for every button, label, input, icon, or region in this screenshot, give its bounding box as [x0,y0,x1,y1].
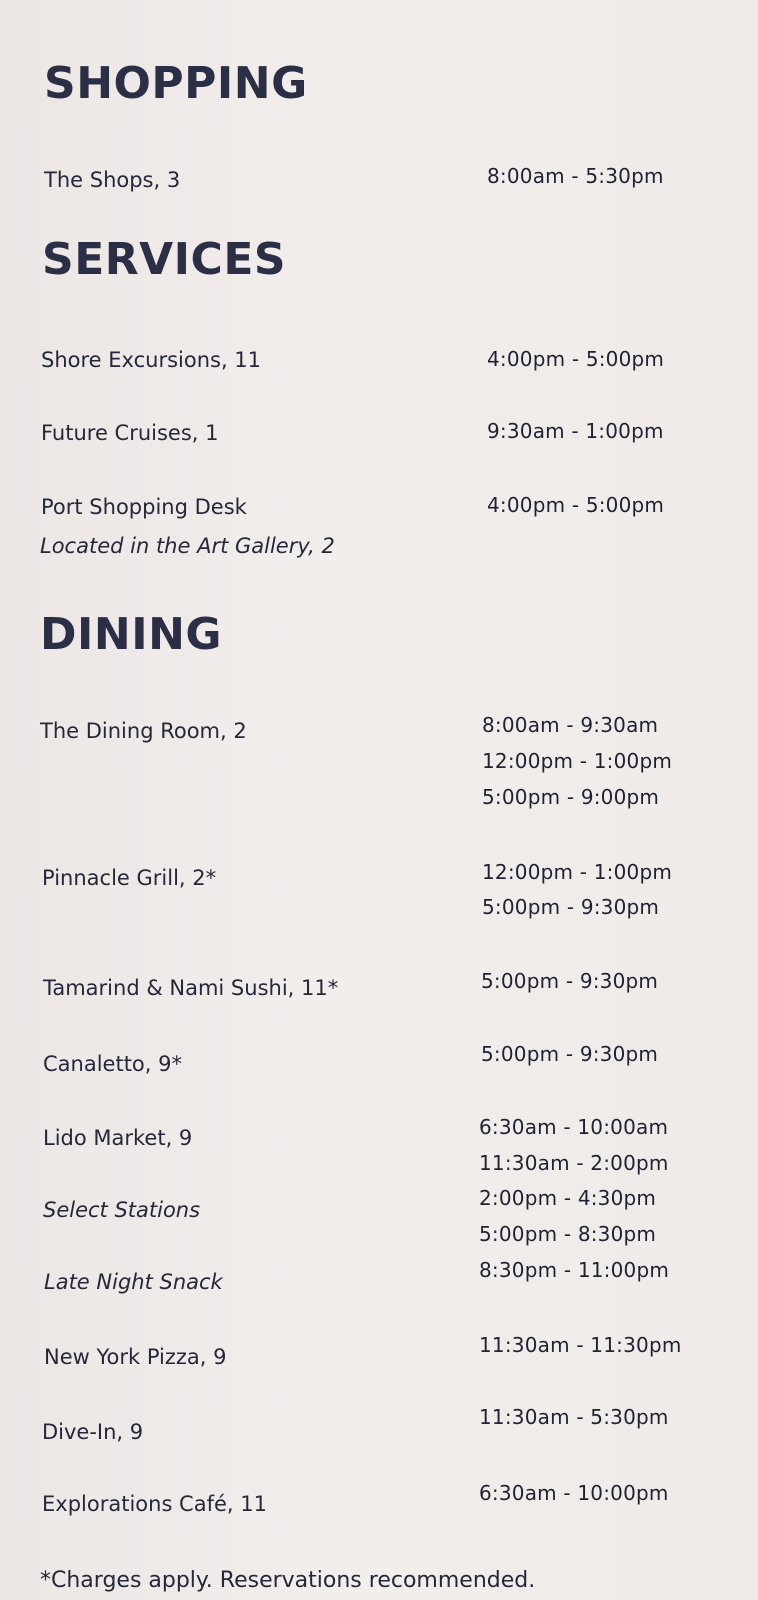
hours-text: 9:30am - 1:00pm [487,419,664,443]
hours-text: 6:30am - 10:00am [479,1115,669,1139]
venue-name: Explorations Café, 11 [42,1492,267,1516]
hours-text: 6:30am - 10:00pm [479,1481,669,1505]
footnote: *Charges apply. Reservations recommended. [40,1568,536,1593]
section-heading-dining: DINING [40,609,223,660]
venue-location-note: Located in the Art Gallery, 2 [40,534,335,558]
hours-text: 5:00pm - 9:30pm [481,969,659,993]
hours-text: 12:00pm - 1:00pm [482,749,673,773]
hours-text: 11:30am - 11:30pm [479,1333,682,1357]
hours-text: 4:00pm - 5:00pm [487,347,665,371]
section-heading-services: SERVICES [42,234,287,285]
venue-name: New York Pizza, 9 [44,1345,227,1369]
section-heading-shopping: SHOPPING [44,58,308,109]
hours-text: 5:00pm - 8:30pm [479,1222,657,1246]
venue-name: Lido Market, 9 [43,1126,193,1150]
hours-text: 8:30pm - 11:00pm [479,1258,670,1282]
hours-text: 2:00pm - 4:30pm [479,1186,657,1210]
hours-text: 5:00pm - 9:30pm [482,895,660,919]
venue-name: Future Cruises, 1 [41,421,219,445]
venue-name: Port Shopping Desk [41,495,247,519]
venue-name: Late Night Snack [44,1270,223,1294]
hours-text: 11:30am - 2:00pm [479,1151,669,1175]
hours-text: 5:00pm - 9:00pm [482,785,660,809]
hours-text: 4:00pm - 5:00pm [487,493,665,517]
hours-text: 8:00am - 9:30am [482,713,659,737]
venue-name: Tamarind & Nami Sushi, 11* [43,976,339,1000]
hours-text: 11:30am - 5:30pm [479,1405,669,1429]
venue-name: Shore Excursions, 11 [41,348,262,372]
venue-name: Dive-In, 9 [42,1420,144,1444]
venue-name: Select Stations [43,1198,201,1222]
venue-name: Canaletto, 9* [43,1052,182,1076]
venue-name: The Shops, 3 [44,168,181,192]
hours-text: 5:00pm - 9:30pm [481,1042,659,1066]
venue-name: Pinnacle Grill, 2* [42,866,217,890]
venue-name: The Dining Room, 2 [40,719,247,743]
hours-text: 8:00am - 5:30pm [487,164,664,188]
hours-text: 12:00pm - 1:00pm [482,860,673,884]
